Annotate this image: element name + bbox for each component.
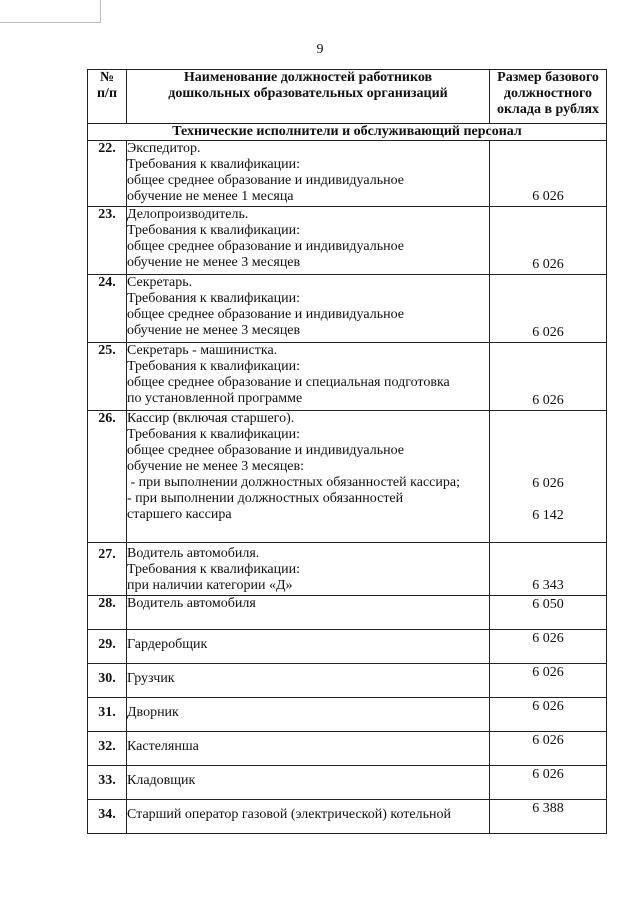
row-number: 31.: [88, 698, 127, 732]
position-name: [127, 630, 490, 664]
salary-cell: [490, 343, 607, 411]
table-row: [88, 207, 607, 275]
row-line: при наличии категории «Д»: [127, 578, 293, 593]
header-num: [88, 70, 127, 124]
row-number: 26.: [88, 411, 127, 543]
salary-cell: [490, 766, 607, 800]
salary-value: 6 388: [532, 801, 564, 816]
salary-value: 6 026: [532, 325, 564, 340]
row-line: обучение не менее 3 месяцев: [127, 255, 301, 270]
header-salary-line-2: должностного: [503, 86, 593, 101]
position-name: [127, 275, 490, 343]
salary-value: 6 050: [532, 597, 564, 612]
page-number: 9: [316, 42, 324, 57]
header-salary: [490, 70, 607, 124]
row-line: Требования к квалификации:: [127, 359, 300, 374]
scan-corner-mark: [0, 0, 101, 23]
row-line: общее среднее образование и индивидуальное: [127, 173, 404, 188]
row-line: Требования к квалификации:: [127, 157, 300, 172]
table-row: [88, 543, 607, 596]
row-line: Требования к квалификации:: [127, 223, 300, 238]
row-number: 33.: [88, 766, 127, 800]
row-number: 23.: [88, 207, 127, 275]
header-num-line-2: п/п: [96, 86, 118, 101]
row-line: Водитель автомобиля: [127, 596, 256, 611]
salary-value-cashier: 6 026: [532, 476, 564, 491]
row-number: 28.: [88, 596, 127, 630]
salary-cell: [490, 141, 607, 207]
salary-cell: [490, 596, 607, 630]
table-row: [88, 411, 607, 543]
row-number: 24.: [88, 275, 127, 343]
row-line: Делопроизводитель.: [127, 207, 249, 222]
position-name: [127, 766, 490, 800]
table-row: [88, 275, 607, 343]
header-name: [127, 70, 490, 124]
position-name: [127, 207, 490, 275]
table-row: [88, 664, 607, 698]
position-name: [127, 411, 490, 543]
row-line: общее среднее образование и индивидуальное: [127, 443, 404, 458]
salary-value: 6 026: [532, 767, 564, 782]
position-name: [127, 732, 490, 766]
salary-value: 6 026: [532, 733, 564, 748]
table-row: [88, 698, 607, 732]
position-name: [127, 664, 490, 698]
header-salary-line-3: оклада в рублях: [496, 102, 600, 117]
row-line: Кассир (включая старшего).: [127, 411, 295, 426]
row-line: обучение не менее 3 месяцев: [127, 323, 301, 338]
row-line: Кладовщик: [127, 773, 196, 788]
row-number: 29.: [88, 630, 127, 664]
salary-cell: [490, 411, 607, 543]
salary-value: 6 026: [532, 631, 564, 646]
position-name: [127, 800, 490, 834]
row-line: обучение не менее 3 месяцев:: [127, 459, 305, 474]
row-line: - при выполнении должностных обязанностей: [127, 491, 404, 506]
row-line: - при выполнении должностных обязанностей кассира;: [127, 475, 460, 490]
salary-cell: [490, 698, 607, 732]
row-line: Дворник: [127, 705, 179, 720]
row-line: Секретарь.: [127, 275, 193, 290]
salary-table: [87, 69, 607, 834]
table-header-row: [88, 70, 607, 124]
row-line: Водитель автомобиля.: [127, 546, 260, 561]
position-name: [127, 141, 490, 207]
salary-cell: [490, 732, 607, 766]
salary-value: 6 343: [532, 578, 564, 593]
salary-value: 6 026: [532, 393, 564, 408]
row-number: 30.: [88, 664, 127, 698]
row-number: 25.: [88, 343, 127, 411]
table-row: [88, 800, 607, 834]
salary-value: 6 026: [532, 189, 564, 204]
table-row: [88, 732, 607, 766]
table-row: [88, 343, 607, 411]
header-salary-line-1: Размер базового: [497, 70, 599, 85]
row-line: Требования к квалификации:: [127, 562, 300, 577]
table-row: [88, 766, 607, 800]
section-row: [88, 124, 607, 141]
salary-cell: [490, 207, 607, 275]
table-row: [88, 596, 607, 630]
section-title: Технические исполнители и обслуживающий персонал: [88, 124, 607, 141]
salary-value: 6 026: [532, 665, 564, 680]
row-line: Кастелянша: [127, 739, 199, 754]
row-line: Требования к квалификации:: [127, 291, 300, 306]
salary-value: 6 026: [532, 699, 564, 714]
row-line: по установленной программе: [127, 391, 303, 406]
salary-cell: [490, 543, 607, 596]
row-line: Старший оператор газовой (электрической) котельной: [127, 807, 451, 822]
row-line: Гардеробщик: [127, 637, 208, 652]
row-line: Экспедитор.: [127, 141, 201, 156]
header-num-line-1: №: [99, 70, 115, 85]
row-line: общее среднее образование и индивидуальное: [127, 239, 404, 254]
row-line: общее среднее образование и индивидуальное: [127, 307, 404, 322]
salary-value: 6 026: [532, 257, 564, 272]
row-line: общее среднее образование и специальная подготовка: [127, 375, 450, 390]
header-name-line-1: Наименование должностей работников: [183, 70, 433, 85]
row-line: Грузчик: [127, 671, 175, 686]
row-line: Требования к квалификации:: [127, 427, 300, 442]
salary-value-senior-cashier: 6 142: [532, 508, 564, 523]
position-name: [127, 543, 490, 596]
position-name: [127, 343, 490, 411]
row-number: 34.: [88, 800, 127, 834]
table-row: [88, 141, 607, 207]
row-line: старшего кассира: [127, 507, 232, 522]
position-name: [127, 698, 490, 732]
position-name: [127, 596, 490, 630]
row-number: 22.: [88, 141, 127, 207]
salary-cell: [490, 664, 607, 698]
salary-cell: [490, 275, 607, 343]
row-number: 27.: [88, 543, 127, 596]
table-row: [88, 630, 607, 664]
header-name-line-2: дошкольных образовательных организаций: [168, 86, 448, 101]
row-number: 32.: [88, 732, 127, 766]
salary-cell: [490, 800, 607, 834]
row-line: Секретарь - машинистка.: [127, 343, 278, 358]
row-line: обучение не менее 1 месяца: [127, 189, 294, 204]
salary-cell: [490, 630, 607, 664]
